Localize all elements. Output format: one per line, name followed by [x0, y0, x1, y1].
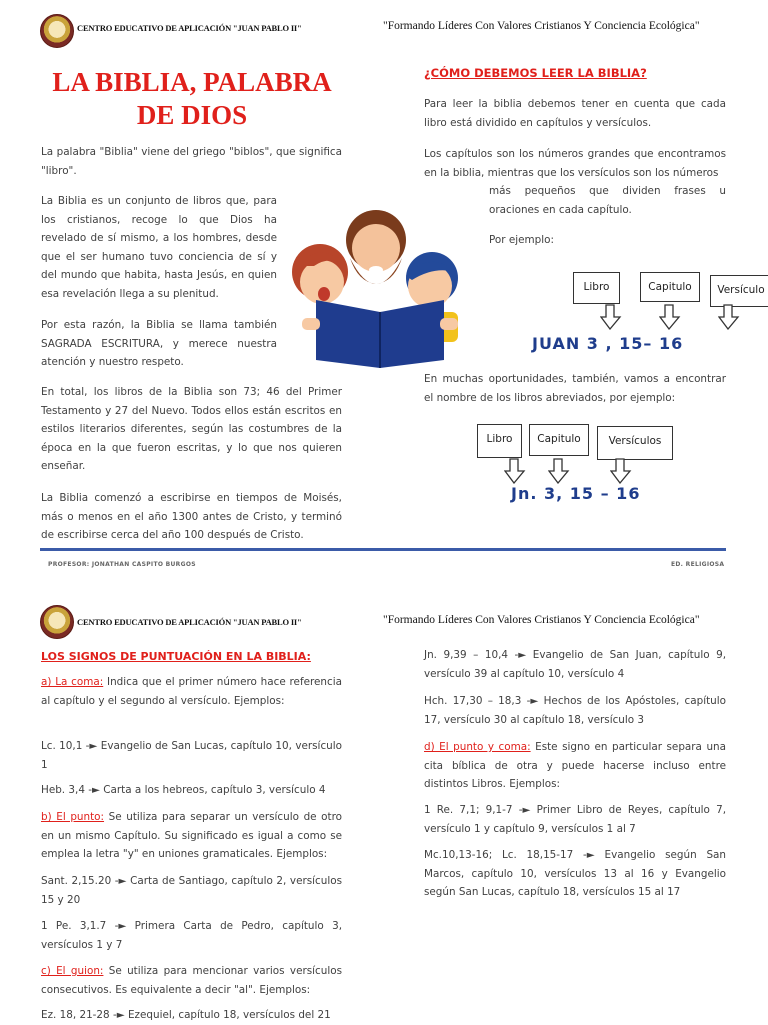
right-paragraph-2b: más pequeños que dividen frases u oraciones en cada capítulo.: [489, 185, 726, 216]
left-paragraph-2: La Biblia es un conjunto de libros que, para los cristianos, recoge lo que Dios ha revelado de sí mismo, a los hombres, desde que el ser humano tuvo conciencia de sí y del mundo que habita, hasta Jesús, en quien esa revelación llega a su plenitud.: [41, 195, 277, 300]
hyphen-example-3: Hch. 17,30 – 18,3 -► Hechos de los Apóstoles, capítulo 17, versículo 30 al capítulo 18, versículo 3: [424, 695, 726, 726]
left-paragraph-5: La Biblia comenzó a escribirse en tiempos de Moisés, más o menos en el año 1300 antes de Cristo, y terminó de escribirse cerca del año 100 después de Cristo.: [41, 492, 342, 542]
period-example-1: Sant. 2,15.20 -► Carta de Santiago, capítulo 2, versículos 15 y 20: [41, 875, 342, 906]
school-name: CENTRO EDUCATIVO DE APLICACIÓN "JUAN PABLO II": [77, 23, 302, 33]
page-title: [42, 66, 342, 132]
semicolon-section: [424, 738, 726, 794]
footer-divider: [40, 548, 726, 551]
example1-book-box: Libro: [573, 272, 620, 304]
down-arrow-icon: [718, 304, 740, 330]
hyphen-section: [41, 962, 342, 999]
period-section: [41, 808, 342, 864]
school-motto: "Formando Líderes Con Valores Cristianos Y Conciencia Ecológica": [383, 614, 700, 626]
footer-subject: ED. RELIGIOSA: [671, 561, 725, 568]
hyphen-label: c) El guion:: [41, 965, 104, 977]
semicolon-example-1: 1 Re. 7,1; 9,1-7 -► Primer Libro de Reyes, capítulo 7, versículo 1 y capítulo 9, versículos 1 al 7: [424, 804, 726, 835]
school-motto: "Formando Líderes Con Valores Cristianos Y Conciencia Ecológica": [383, 20, 700, 32]
hyphen-text: Se utiliza para mencionar varios versículos consecutivos. Es equivalente a decir "al". Ejemplos:: [41, 965, 342, 996]
footer-teacher: PROFESOR: JONATHAN CASPITO BURGOS: [48, 561, 196, 568]
down-arrow-icon: [600, 304, 622, 330]
left-paragraph-1: La palabra "Biblia" viene del griego "biblos", que significa "libro".: [41, 146, 342, 177]
comma-section: [41, 673, 342, 710]
comma-label: a) La coma:: [41, 676, 104, 688]
hyphen-example-2: Jn. 9,39 – 10,4 -► Evangelio de San Juan, capítulo 9, versículo 39 al capítulo 10, versículo 4: [424, 649, 726, 680]
school-seal-logo: [40, 14, 74, 48]
hyphen-example-1: Ez. 18, 21-28 -► Ezequiel, capítulo 18, versículos del 21: [41, 1009, 331, 1021]
title-line-1: LA BIBLIA, PALABRA: [52, 67, 332, 97]
example1-verse-box: Versículo: [710, 275, 768, 307]
school-name: CENTRO EDUCATIVO DE APLICACIÓN "JUAN PABLO II": [77, 617, 302, 627]
example2-chapter-box: Capitulo: [529, 424, 589, 456]
right-paragraph-2a: Los capítulos son los números grandes que encontramos en la biblia, mientras que los versículos son los números: [424, 148, 726, 179]
example2-book-box: Libro: [477, 424, 522, 458]
left-paragraph-3: Por esta razón, la Biblia se llama también SAGRADA ESCRITURA, y merece nuestra atención y nuestro respeto.: [41, 319, 277, 369]
example1-reference: JUAN 3 , 15– 16: [532, 334, 684, 353]
semicolon-example-2: Mc.10,13-16; Lc. 18,15-17 -► Evangelio según San Marcos, capítulo 10, versículos 13 al 16 y Evangelio según San Lucas, capítulo 18, versículos 15 al 17: [424, 849, 726, 899]
example2-reference: Jn. 3, 15 – 16: [511, 484, 641, 503]
semicolon-label: d) El punto y coma:: [424, 741, 531, 753]
down-arrow-icon: [659, 304, 681, 330]
punctuation-heading: LOS SIGNOS DE PUNTUACIÓN EN LA BIBLIA:: [41, 650, 311, 663]
down-arrow-icon: [504, 458, 526, 484]
down-arrow-icon: [610, 458, 632, 484]
period-example-2: 1 Pe. 3,1.7 -► Primera Carta de Pedro, capítulo 3, versículos 1 y 7: [41, 920, 342, 951]
for-example-label: Por ejemplo:: [489, 234, 554, 246]
right-paragraph-3: En muchas oportunidades, también, vamos a encontrar el nombre de los libros abreviados, por ejemplo:: [424, 373, 726, 404]
period-label: b) El punto:: [41, 811, 105, 823]
left-paragraph-4: En total, los libros de la Biblia son 73; 46 del Primer Testamento y 27 del Nuevo. Todos ellos están escritos en estilos literarios diferentes, según las costumbres de la época en la que fueron escritas, y lo que nos quieren enseñar.: [41, 386, 342, 473]
period-text: Se utiliza para separar un versículo de otro en un mismo Capítulo. Su significado es igual a como se emplea la letra "y" en uniones gramaticales. Ejemplos:: [41, 811, 343, 861]
down-arrow-icon: [548, 458, 570, 484]
school-seal-logo: [40, 605, 74, 639]
semicolon-text: Este signo en particular separa una cita bíblica de otra y puede hacerse incluso entre distintos Libros. Ejemplos:: [424, 741, 726, 791]
example2-verse-box: Versículos: [597, 426, 673, 460]
title-line-2: DE DIOS: [136, 100, 248, 130]
family-reading-bible-illustration: [284, 200, 476, 370]
comma-text: Indica que el primer número hace referencia al capítulo y el segundo al versículo. Ejemplos:: [41, 676, 342, 707]
right-paragraph-1: Para leer la biblia debemos tener en cuenta que cada libro está dividido en capítulos y versículos.: [424, 98, 726, 129]
comma-example-1: Lc. 10,1 -► Evangelio de San Lucas, capítulo 10, versículo 1: [41, 740, 342, 771]
how-to-read-heading: ¿CÓMO DEBEMOS LEER LA BIBLIA?: [424, 66, 647, 80]
comma-example-2: Heb. 3,4 -► Carta a los hebreos, capítulo 3, versículo 4: [41, 784, 326, 796]
example1-chapter-box: Capitulo: [640, 272, 700, 302]
